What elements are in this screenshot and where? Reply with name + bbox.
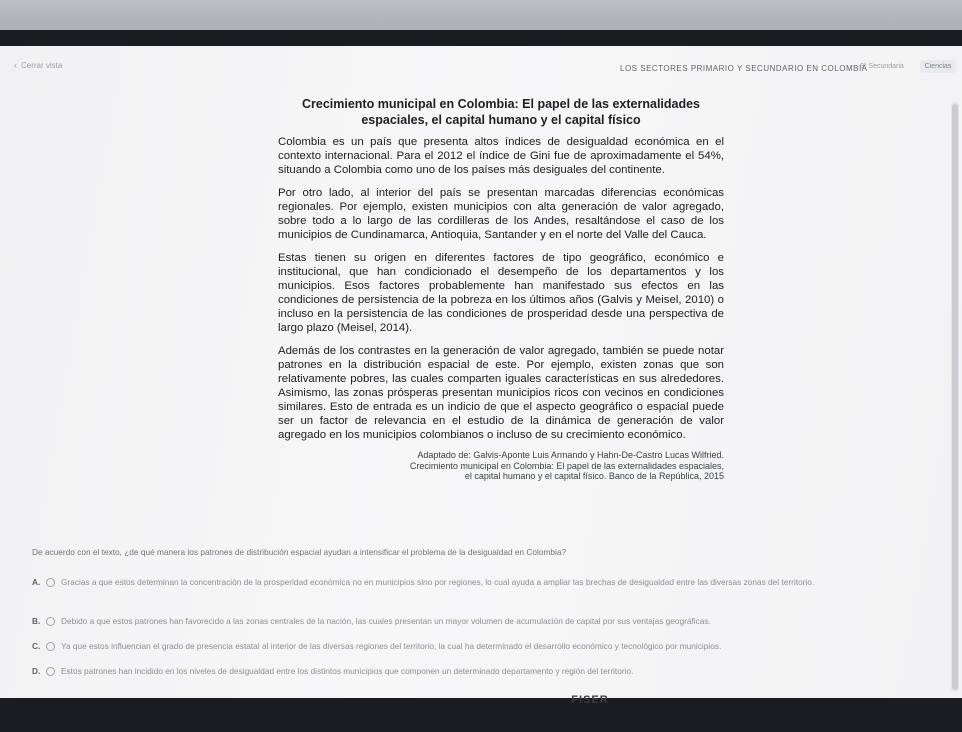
option-text: Debido a que estos patrones han favorecido a las zonas centrales de la nación, las cuales presentan un mayor volumen de acumulación de capital por sus ventajas geográficas. <box>61 616 711 626</box>
radio-button[interactable] <box>46 667 55 676</box>
close-icon: ‹ <box>14 60 17 70</box>
answer-option-b[interactable] <box>32 615 942 628</box>
option-text: Ya que estos influencian el grado de presencia estatal al interior de las diversas regiones del territorio, la cual ha determinado el desarrollo económico y tecnológico por municipios. <box>61 641 722 651</box>
reading-paragraph: Colombia es un país que presenta altos índices de desigualdad económica en el contexto internacional. Para el 2012 el índice de Gini fue de aproximadamente el 54%, situando a Colombia como uno de los países más desiguales del continente. <box>278 136 724 176</box>
source-citation <box>278 450 724 482</box>
answer-option-c[interactable] <box>32 640 942 653</box>
option-text: Gracias a que estos determinan la concentración de la prosperidad económica no en municipios sino por regiones, lo cual ayuda a ampliar las brechas de desigualdad entre las diversas zonas del territorio. <box>61 577 815 587</box>
question-prompt: De acuerdo con el texto, ¿de qué manera los patrones de distribución espacial ayudan a intensificar el problema de la desigualdad en Colombia? <box>32 547 567 557</box>
subject-badge[interactable]: Ciencias <box>920 60 956 73</box>
monitor-bezel-bottom <box>0 698 962 732</box>
radio-button[interactable] <box>46 617 55 626</box>
grade-level: 9º Secundaria <box>860 63 904 70</box>
reading-title: Crecimiento municipal en Colombia: El papel de las externalidades espaciales, el capital humano y el capital físico <box>301 97 701 127</box>
citation-line: Crecimiento municipal en Colombia: El papel de las externalidades espaciales, <box>409 460 724 471</box>
option-letter: D. <box>32 666 41 676</box>
course-title: LOS SECTORES PRIMARIO Y SECUNDARIO EN COLOMBIA <box>620 64 868 73</box>
option-letter: C. <box>32 641 41 651</box>
monitor-screen <box>0 46 962 700</box>
citation-line: el capital humano y el capital físico. Banco de la República, 2015 <box>464 471 724 481</box>
close-view-label: Cerrar vista <box>21 60 63 70</box>
reading-paragraph: Además de los contrastes en la generación de valor agregado, también se puede notar patrones en la distribución espacial de este. Por ejemplo, existen zonas que son relativamente pobres, las cuales comparten iguales características en sus alrededores. Asimismo, las zonas prósperas presentan municipios ricos con vecinos en condiciones similares. Esto de entrada es un indicio de que el aspecto geográfico o espacial puede ser un factor de relevancia en el estudio de la dinámica de generación de valor agregado en los municipios colombianos o incluso de su crecimiento económico. <box>278 345 724 441</box>
reading-paragraph: Estas tienen su origen en diferentes factores de tipo geográfico, económico e institucional, que han condicionado el desempeño de los departamentos y los municipios. Esos factores probablemente han manifestado sus efectos en las condiciones de persistencia de la pobreza en los últimos años (Galvis y Meisel, 2010) o incluso en la persistencia de las condiciones de prosperidad desde una perspectiva de largo plazo (Meisel, 2014). <box>278 252 724 334</box>
radio-button[interactable] <box>46 642 55 651</box>
radio-button[interactable] <box>46 578 55 587</box>
option-text: Estos patrones han incidido en los niveles de desigualdad entre los distintos municipios que componen un determinado departamento y región del territorio. <box>61 666 634 676</box>
reading-paragraph: Por otro lado, al interior del país se presentan marcadas diferencias económicas regionales. Por ejemplo, existen municipios con alta generación de valor agregado, sobre todo a lo largo de las cordilleras de los Andes, resaltándose el caso de los municipios de Cundinamarca, Antioquia, Santander y en el norte del Valle del Cauca. <box>278 187 724 241</box>
reading-passage <box>278 96 724 482</box>
answer-option-a[interactable] <box>32 576 942 589</box>
option-letter: B. <box>32 616 41 626</box>
citation-line: Adaptado de: Galvis-Aponte Luis Armando y Hahn-De-Castro Lucas Wilfried. <box>417 450 724 460</box>
top-bar <box>0 46 962 80</box>
scrollbar-thumb[interactable] <box>952 104 958 690</box>
answer-option-d[interactable] <box>32 665 942 678</box>
monitor-brand-logo: FISER <box>571 694 609 706</box>
vertical-scrollbar[interactable] <box>951 102 959 692</box>
close-view-button[interactable] <box>14 60 62 70</box>
option-letter: A. <box>32 577 41 587</box>
